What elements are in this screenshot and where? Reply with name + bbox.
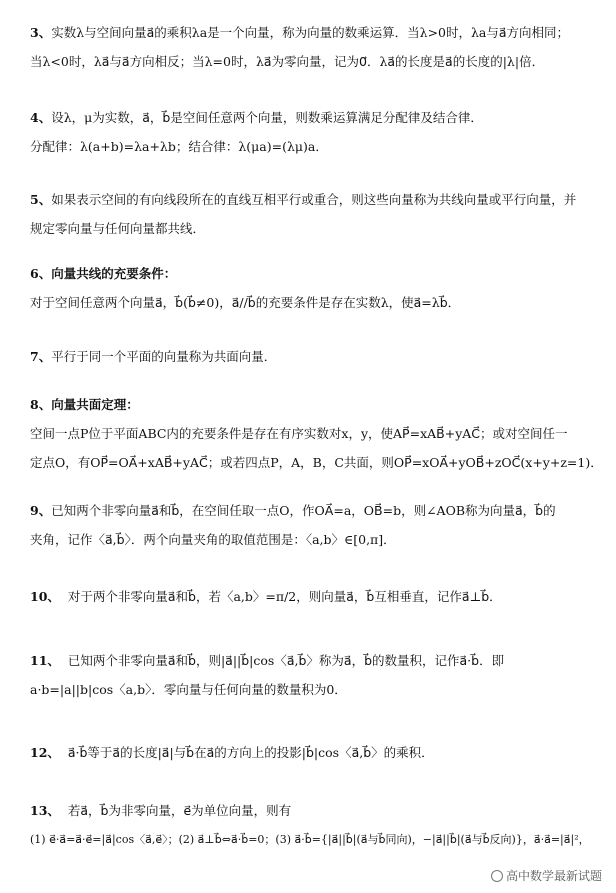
- item-13-line-2: (1) e⃗·a⃗=a⃗·e⃗=|a⃗|cos〈a⃗,e⃗〉；(2) a⃗⊥b⃗⇔a⃗·b⃗=0；(3) a⃗·b⃗={|a⃗||b⃗|(a⃗与b⃗同向)，−|a⃗||b⃗|(a⃗与b⃗反向)}，a⃗·a⃗=|a⃗|²，: [30, 833, 590, 846]
- item-text: 若a⃗，b⃗为非零向量，e⃗为单位向量，则有: [67, 803, 292, 818]
- item-8: [30, 390, 602, 477]
- item-text: 平行于同一个平面的向量称为共面向量．: [51, 349, 277, 364]
- item-text: 实数λ与空间向量a⃗的乘积λa是一个向量，称为向量的数乘运算．当λ>0时，λa与a⃗方向相同；: [51, 25, 570, 40]
- item-text: a⃗·b⃗等于a⃗的长度|a⃗|与b⃗在a⃗的方向上的投影|b⃗|cos〈a⃗,b⃗〉的乘积．: [67, 745, 434, 760]
- item-12: [30, 738, 602, 767]
- item-5: [30, 185, 602, 243]
- item-text: 设λ，μ为实数，a⃗，b⃗是空间任意两个向量，则数乘运算满足分配律及结合律．: [51, 110, 483, 125]
- item-number: 4、: [30, 110, 52, 125]
- item-text: 已知两个非零向量a⃗和b⃗，在空间任取一点O，作OA⃗=a，OB⃗=b，则∠AOB称为向量a⃗，b⃗的: [51, 503, 556, 518]
- item-10-line-1: [30, 582, 602, 611]
- item-text: 已知两个非零向量a⃗和b⃗，则|a⃗||b⃗|cos〈a⃗,b⃗〉称为a⃗，b⃗的数量积，记作a⃗·b⃗．即: [67, 653, 505, 668]
- item-9: [30, 496, 602, 554]
- item-number: 10、: [30, 589, 60, 604]
- item-6-line-1: 对于空间任意两个向量a⃗，b⃗(b⃗≠0)，a⃗//b⃗的充要条件是存在实数λ，使a⃗=λb⃗．: [30, 295, 461, 310]
- item-8-heading: [30, 390, 602, 419]
- item-11-line-1: [30, 646, 602, 675]
- item-number: 12、: [30, 745, 60, 760]
- item-number: 3、: [30, 25, 52, 40]
- item-number: 13、: [30, 803, 60, 818]
- item-7-line-1: [30, 342, 602, 371]
- item-11-line-2: a·b=|a||b|cos〈a,b〉．零向量与任何向量的数量积为0．: [30, 682, 347, 697]
- item-heading: 向量共面定理：: [51, 397, 139, 412]
- item-4: [30, 103, 602, 161]
- wechat-icon: [491, 870, 503, 882]
- item-11: [30, 646, 602, 704]
- item-number: 5、: [30, 192, 52, 207]
- item-9-line-1: [30, 496, 602, 525]
- item-6: [30, 259, 602, 317]
- item-4-line-2: 分配律：λ(a+b)=λa+λb；结合律：λ(μa)=(λμ)a．: [30, 139, 328, 154]
- item-3: [30, 18, 602, 76]
- item-13: [30, 796, 602, 854]
- item-6-heading: [30, 259, 602, 288]
- item-number: 11、: [30, 653, 60, 668]
- watermark: [487, 866, 606, 885]
- item-text: 如果表示空间的有向线段所在的直线互相平行或重合，则这些向量称为共线向量或平行向量，并: [51, 192, 577, 207]
- item-13-line-1: [30, 796, 602, 825]
- item-3-line-2: 当λ<0时，λa⃗与a⃗方向相反；当λ=0时，λa⃗为零向量，记为0⃗．λa⃗的长度是a⃗的长度的|λ|倍．: [30, 54, 545, 69]
- item-8-line-1: 空间一点P位于平面ABC内的充要条件是存在有序实数对x，y，使AP⃗=xAB⃗+yAC⃗；或对空间任一: [30, 426, 568, 441]
- item-5-line-2: 规定零向量与任何向量都共线．: [30, 221, 206, 236]
- item-heading: 向量共线的充要条件：: [51, 266, 177, 281]
- item-number: 6、: [30, 266, 52, 281]
- item-number: 9、: [30, 503, 52, 518]
- item-8-line-2: 定点O，有OP⃗=OA⃗+xAB⃗+yAC⃗；或若四点P，A，B，C共面，则OP⃗=xOA⃗+yOB⃗+zOC⃗(x+y+z=1)．: [30, 455, 603, 470]
- item-4-line-1: [30, 103, 602, 132]
- item-7: [30, 342, 602, 371]
- item-number: 7、: [30, 349, 52, 364]
- item-text: 对于两个非零向量a⃗和b⃗，若〈a,b〉=π/2，则向量a⃗，b⃗互相垂直，记作a⃗⊥b⃗．: [67, 589, 502, 604]
- item-12-line-1: [30, 738, 602, 767]
- watermark-text: 高中数学最新试题: [505, 869, 602, 883]
- item-5-line-1: [30, 185, 602, 214]
- item-10: [30, 582, 602, 611]
- item-number: 8、: [30, 397, 52, 412]
- item-3-line-1: [30, 18, 602, 47]
- item-9-line-2: 夹角，记作〈a⃗,b⃗〉．两个向量夹角的取值范围是：〈a,b〉∈[0,π]．: [30, 532, 396, 547]
